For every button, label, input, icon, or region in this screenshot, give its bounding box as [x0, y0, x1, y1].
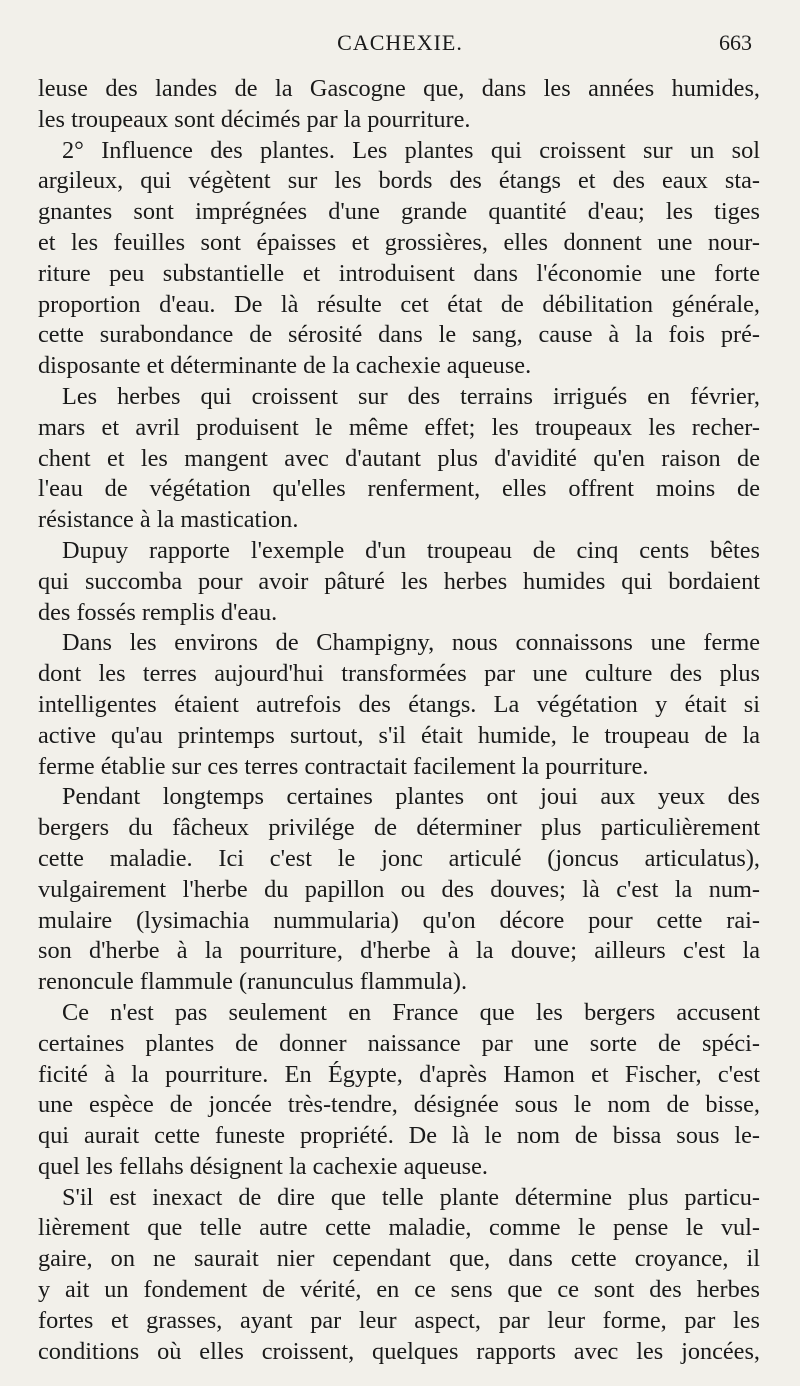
text-line: lièrement que telle autre cette maladie, comme le pense le vul-: [38, 1214, 760, 1242]
text-line: argileux, qui végètent sur les bords des étangs et des eaux sta-: [38, 167, 760, 195]
running-title: CACHEXIE.: [337, 30, 463, 55]
text-line: gnantes sont imprégnées d'une grande quantité d'eau; les tiges: [38, 198, 760, 226]
text-line: leuse des landes de la Gascogne que, dans les années humides,: [38, 75, 760, 102]
text-line: l'eau de végétation qu'elles renferment, elles offrent moins de: [38, 475, 760, 503]
text-line: ficité à la pourriture. En Égypte, d'après Hamon et Fischer, c'est: [38, 1060, 760, 1088]
text-line: 2° Influence des plantes. Les plantes qui croissent sur un sol: [62, 136, 760, 164]
page-number: 663: [719, 30, 752, 55]
text-line: mars et avril produisent le même effet; les troupeaux les recher-: [38, 413, 760, 441]
text-line: son d'herbe à la pourriture, d'herbe à la douve; ailleurs c'est la: [38, 937, 760, 965]
text-line: disposante et déterminante de la cachexie aqueuse.: [38, 352, 532, 380]
page-header: [0, 30, 800, 64]
text-line: intelligentes étaient autrefois des étangs. La végétation y était si: [38, 690, 760, 718]
text-line: active qu'au printemps surtout, s'il était humide, le troupeau de la: [38, 721, 760, 749]
text-line: S'il est inexact de dire que telle plante détermine plus particu-: [62, 1183, 760, 1211]
text-line: mulaire (lysimachia nummularia) qu'on décore pour cette rai-: [38, 906, 760, 934]
text-line: bergers du fâcheux privilége de déterminer plus particulièrement: [38, 814, 760, 842]
text-line: résistance à la mastication.: [38, 506, 299, 534]
text-line: fortes et grasses, ayant par leur aspect, par leur forme, par les: [38, 1306, 760, 1334]
text-line: renoncule flammule (ranunculus flammula).: [38, 968, 468, 996]
text-line: dont les terres aujourd'hui transformées par une culture des plus: [38, 660, 760, 688]
text-line: Pendant longtemps certaines plantes ont joui aux yeux des: [62, 783, 760, 811]
text-line: des fossés remplis d'eau.: [38, 598, 278, 626]
text-line: cette surabondance de sérosité dans le sang, cause à la fois pré-: [38, 321, 760, 349]
text-line: Dupuy rapporte l'exemple d'un troupeau de cinq cents bêtes: [62, 536, 760, 564]
text-line: une espèce de joncée très-tendre, désignée sous le nom de bisse,: [38, 1091, 760, 1119]
text-line: Dans les environs de Champigny, nous connaissons une ferme: [62, 629, 760, 657]
text-line: proportion d'eau. De là résulte cet état de débilitation générale,: [38, 290, 760, 318]
text-line: chent et les mangent avec d'autant plus d'avidité qu'en raison de: [38, 444, 760, 472]
text-line: cette maladie. Ici c'est le jonc articulé (joncus articulatus),: [38, 844, 760, 872]
text-line: conditions où elles croissent, quelques rapports avec les joncées,: [38, 1337, 760, 1365]
text-line: et les feuilles sont épaisses et grossières, elles donnent une nour-: [38, 228, 760, 256]
text-line: certaines plantes de donner naissance par une sorte de spéci-: [38, 1029, 760, 1057]
text-line: les troupeaux sont décimés par la pourriture.: [38, 105, 471, 133]
text-line: quel les fellahs désignent la cachexie aqueuse.: [38, 1152, 488, 1180]
text-line: Les herbes qui croissent sur des terrains irrigués en février,: [62, 382, 760, 410]
text-line: riture peu substantielle et introduisent dans l'économie une forte: [38, 259, 760, 287]
text-line: qui aurait cette funeste propriété. De là le nom de bissa sous le-: [38, 1122, 760, 1150]
text-line: gaire, on ne saurait nier cependant que, dans cette croyance, il: [38, 1245, 760, 1273]
text-line: y ait un fondement de vérité, en ce sens que ce sont des herbes: [38, 1276, 760, 1304]
body-text: [38, 74, 760, 1367]
text-line: Ce n'est pas seulement en France que les bergers accusent: [62, 998, 760, 1026]
text-line: vulgairement l'herbe du papillon ou des douves; là c'est la num-: [38, 875, 760, 903]
text-line: qui succomba pour avoir pâturé les herbes humides qui bordaient: [38, 567, 760, 595]
text-line: ferme établie sur ces terres contractait facilement la pourriture.: [38, 752, 649, 780]
